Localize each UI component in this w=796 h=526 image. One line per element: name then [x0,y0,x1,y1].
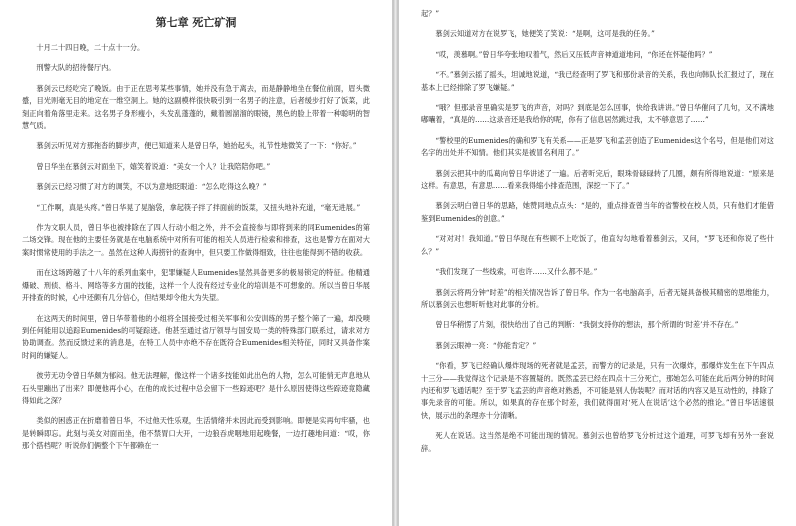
paragraph: 彼劳无功令曾日华颇为郁闷。他无法理解，像这样一个诸多技能如此出色的人物，怎么可能悄无声息地从石头里蹦出了出来？即便他再小心，在他的成长过程中总会留下一些踪迹吧？是什么原因使得这些踪迹竟隐藏得如此之深？ [22,371,370,405]
right-page-body [421,8,774,455]
paragraph: “警校里的Eumenides的确和罗飞有关系——正是罗飞和孟芸创造了Eumenides这个名号，但是他们对这名字的出处并不知情。他们其实是被冒名利用了。” [421,135,774,158]
paragraph: 曾日华坐在慕剑云对面坐下，嬉笑着说道：“美女一个人？让我陪陪你吧。” [36,161,271,171]
paragraph: “工作啊，真是头疼。”曾日华晃了晃脑袋，拿起筷子拌了拌面前的饭菜，又扭头地补充道，“毫无进展。” [36,202,361,212]
paragraph: “哎，羡慕啊。”曾日华夸张地叹着气，然后又压低声音神道道地问，“你还在怀疑他吗？” [435,49,713,59]
paragraph: 曾日华稍愣了片刻，很快给出了自己的判断：“我倒支持你的想法，那个所谓的‘时差’并不存在。” [435,320,739,330]
paragraph: 慕剑云把其中的瓜葛向曾日华讲述了一遍。后者听完后，眼珠骨碌碌转了几圈，颇有所得地说道：“原来是这样。有意思，有意思……看来我得缩小排查范围，深挖一下了。” [421,168,774,191]
paragraph: 类似的困惑正在折磨着曾日华，不过他天性乐观，生活情绪并未因此而受到影响。即便是实再句牢骚，也是转瞬即忘。此刻与美女对面而坐，他不禁胃口大开，一边狼吞虎咽地用起晚餐，一边打趣地问道：“哎，你那个搭档呢？听说你们俩整个下午都赖在一 [22,416,370,451]
paragraph: 在这两天的时间里，曾日华带着他的小组将全国接受过相关军事和公安训练的男子整个筛了一遍，却没噢到任何能用以追踪Eumenides的可疑踪迹。他甚至通过省厅领导与国安局一类的特殊部门联系过，请求对方协助调查。然而反馈过来的消息是，在特工人员中亦绝不存在既符合Eumenides相关特征，同时又具备作案时间的嫌疑人。 [22,313,370,360]
left-page [0,0,393,526]
paragraph: 起？” [421,9,440,18]
paragraph: “我们发现了一些线索，可也许……又什么都不是。” [435,267,598,277]
paragraph: 慕剑云眼神一亮：“你能肯定？” [435,340,537,350]
chapter-title: 第七章 死亡矿洞 [155,16,237,29]
paragraph: “不。”慕剑云摇了摇头，坦诚地说道，“我已经查明了罗飞和那份录音的关系，我也向韩队长汇报过了，现在基本上已经排除了罗飞嫌疑。” [421,70,774,92]
paragraph: 死人在说话。这当然是绝不可能出现的情况。慕剑云也曾给罗飞分析过这个道理，可罗飞却有另外一套说辞。 [421,431,774,453]
paragraph: 慕剑云听见对方那拖沓的脚步声，便已知道来人是曾日华，她抬起头，礼节性地微笑了一下：“你好。” [36,141,357,151]
paragraph: 而在这场跨越了十八年的系列血案中，犯罪嫌疑人Eumenides显然具备更多的极易锁定的特征。他精通爆破、刑侦、格斗、网络等多方面的技能，这样一个人没有经过专业化的培训是不可想象的。所以当曾日华展开排查的时候，心中还颇有几分信心，但结果却令他大为失望。 [22,268,370,303]
right-page [398,0,796,526]
paragraph: 慕剑云明白曾日华的思路，她赞同地点点头：“是的，重点排查曾当年的省警校在校人员，只有他们才能借鉴到Eumenides的创意。” [421,201,774,223]
paragraph: 刑警大队的招待餐厅内。 [36,63,116,73]
paragraph: 慕剑云将两分钟“时差”的相关情况告诉了曾日华。作为一名电脑高手，后者无疑具备极其精密的思维能力，所以慕剑云也想听听他对此事的分析。 [421,287,774,309]
paragraph: “你看，罗飞已经确认爆炸现场的死者就是孟芸，而警方的记录是，只有一次爆炸，那爆炸发生在下午四点十三分——我觉得这个记录是不容置疑的。既然孟芸已经在四点十三分死亡，那她怎么可能在此后两分钟的时间内还和罗飞通话呢？至于罗飞孟芸的声音绝对熟悉，不可能是别人伪装呢？而对话的内容又是互动性的，排除了事先录音的可能。所以，如果真的存在那个时差，我们就得面对‘死人在说话’这个必然的推论。”曾日华话速很快，展示出的条理亦十分清晰。 [421,361,774,420]
left-page-body [22,42,370,453]
paragraph: “哦？但那录音里确实是罗飞的声音，对吗？到底是怎么回事，快给我讲讲。”曾日华催问了几句，又不满地嘟囔着，“真是的……这录音还是我给你的呢，你有了信息居然跳过我，太不够意思了……” [421,103,774,125]
paragraph: 作为文职人员，曾日华也被排除在了四人行动小组之外，并不会直接参与即将到来的同Eumenides的第二场交锋。现在他的主要任务就是在电脑系统中对所有可能的相关人员进行检索和排查，这也是警方在面对大案时惯常使用的手法之一。虽然在这种人海捞针的查询中，但只要工作做得细致，往往也能得到不错的收获。 [22,223,370,257]
paragraph: 慕剑云已经习惯了对方的调笑，不以为意地眨眼道：“怎么吃得这么晚？” [36,182,267,192]
paragraph: 十月二十四日晚，二十点十一分。 [36,43,145,52]
paragraph: “对对对！我知道。”曾日华现在有些顾不上吃饭了，他直勾勾地看着慕剑云，又问，“罗飞还和你说了些什么？” [421,234,774,256]
paragraph: 慕剑云知道对方在说罗飞，她便笑了笑说：“是啊，这可是我的任务。” [435,29,655,39]
paragraph: 慕剑云已经吃完了晚饭。由于正在思考某些事情，她并没有急于离去，而是静静地坐在餐位前面，眉头微蹙，目光则毫无目的地定在一维空洞上。她的这副模样很快吸引到一名男子的注意，后者缓步打好了饭菜，此刻正向着角落里走来。这名男子身形瘦小，头发乱蓬蓬的，戴着圆溜溜的眼镜，黑色的脸上带着一种聪明的智慧气质。 [22,83,370,131]
